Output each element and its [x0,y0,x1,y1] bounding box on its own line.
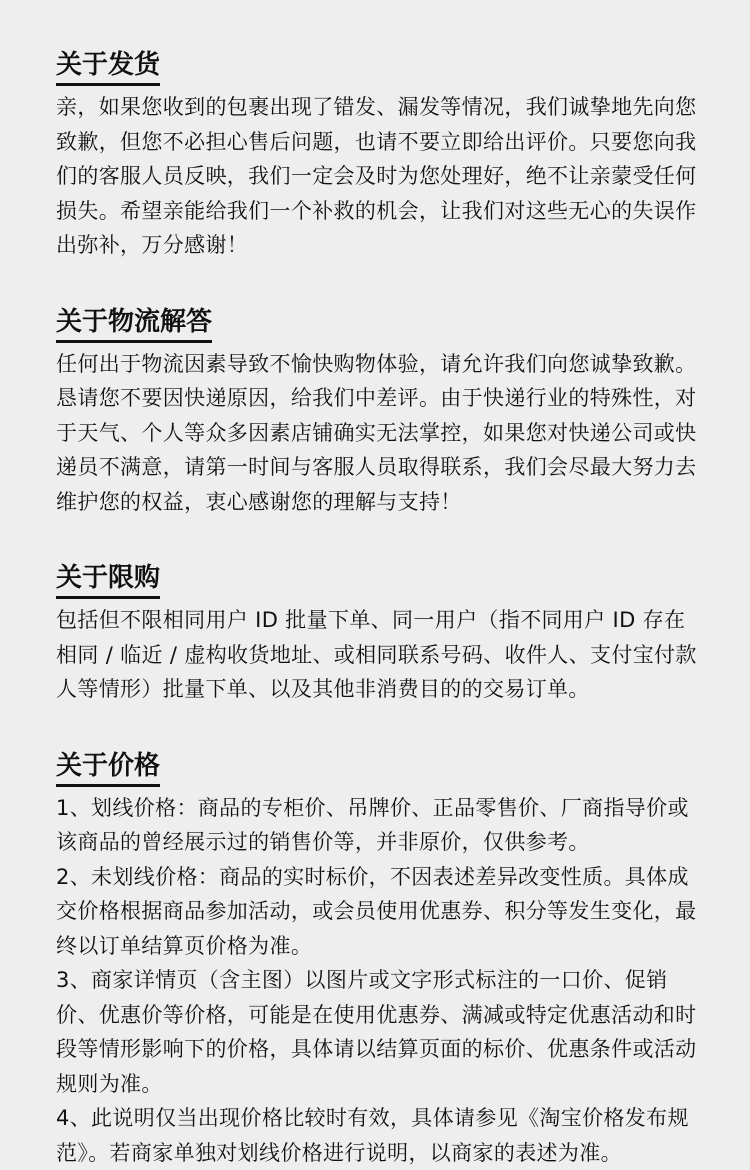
pricing-item-1: 1、划线价格：商品的专柜价、吊牌价、正品零售价、厂商指导价或该商品的曾经展示过的销售价等，并非原价，仅供参考。 [56,791,698,860]
section-title-pricing: 关于价格 [56,748,160,787]
section-body-purchase-limit [56,603,698,707]
section-title-purchase-limit: 关于限购 [56,560,160,599]
section-logistics [56,304,698,520]
pricing-item-4: 4、此说明仅当出现价格比较时有效，具体请参见《淘宝价格发布规范》。若商家单独对划线价格进行说明，以商家的表述为准。 [56,1101,698,1170]
section-body-pricing [56,791,698,1170]
pricing-item-2: 2、未划线价格：商品的实时标价，不因表述差异改变性质。具体成交价格根据商品参加活动，或会员使用优惠券、积分等发生变化，最终以订单结算页价格为准。 [56,860,698,964]
pricing-item-3: 3、商家详情页（含主图）以图片或文字形式标注的一口价、促销价、优惠价等价格，可能是在使用优惠券、满减或特定优惠活动和时段等情形影响下的价格，具体请以结算页面的标价、优惠条件或活动规则为准。 [56,963,698,1101]
paragraph: 亲，如果您收到的包裹出现了错发、漏发等情况，我们诚挚地先向您致歉，但您不必担心售后问题，也请不要立即给出评价。只要您向我们的客服人员反映，我们一定会及时为您处理好，绝不让亲蒙受任何损失。希望亲能给我们一个补救的机会，让我们对这些无心的失误作出弥补，万分感谢！ [56,90,698,263]
section-purchase-limit [56,560,698,707]
section-title-logistics: 关于物流解答 [56,304,212,343]
section-body-logistics [56,347,698,520]
paragraph: 任何出于物流因素导致不愉快购物体验，请允许我们向您诚挚致歉。恳请您不要因快递原因，给我们中差评。由于快递行业的特殊性，对于天气、个人等众多因素店铺确实无法掌控，如果您对快递公司或快递员不满意，请第一时间与客服人员取得联系，我们会尽最大努力去维护您的权益，衷心感谢您的理解与支持！ [56,347,698,520]
section-title-shipping: 关于发货 [56,47,160,86]
section-shipping [56,47,698,263]
paragraph: 包括但不限相同用户 ID 批量下单、同一用户（指不同用户 ID 存在相同 / 临近 / 虚构收货地址、或相同联系号码、收件人、支付宝付款人等情形）批量下单、以及其他非消费目的的交易订单。 [56,603,698,707]
section-body-shipping [56,90,698,263]
section-pricing [56,748,698,1170]
